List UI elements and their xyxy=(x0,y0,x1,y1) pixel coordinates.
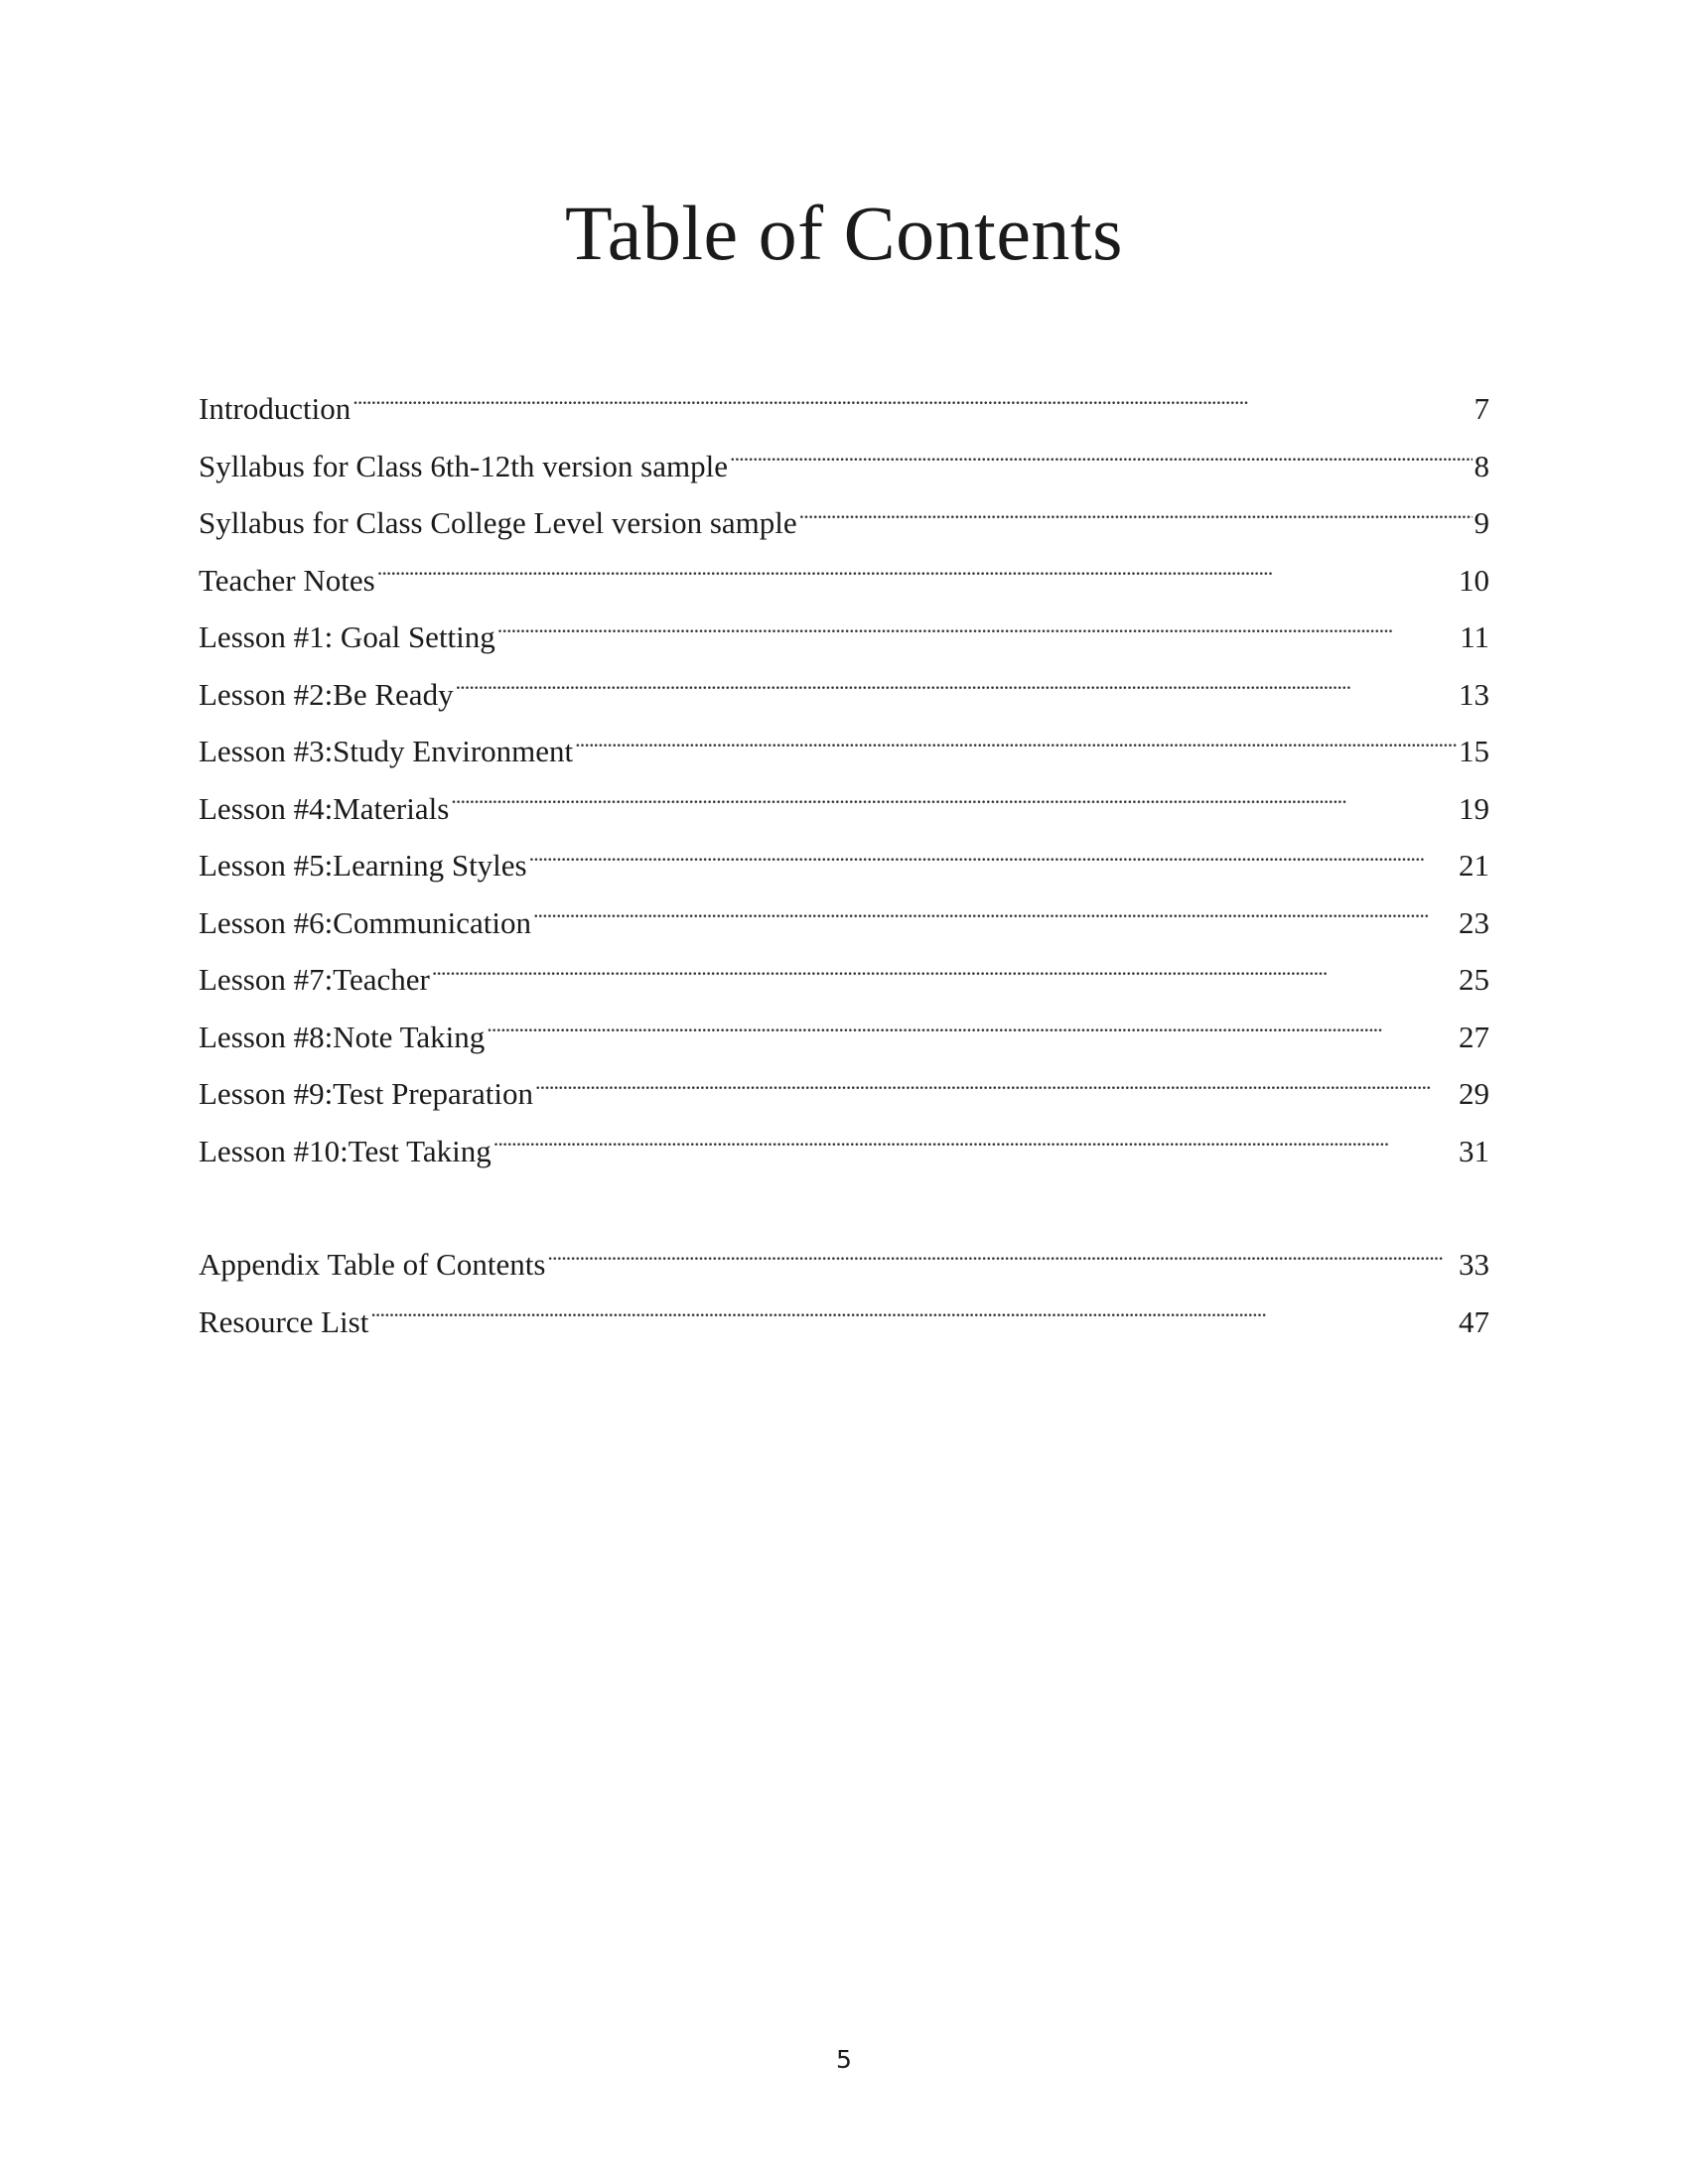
toc-entry[interactable] xyxy=(199,438,1489,495)
toc-entry-title: Syllabus for Class 6th-12th version sample xyxy=(199,448,728,483)
toc-entry[interactable] xyxy=(199,552,1489,610)
toc-dot-leader xyxy=(533,913,1457,933)
toc-entry-page: 7 xyxy=(1474,391,1489,426)
toc-entry[interactable] xyxy=(199,1065,1489,1123)
toc-entry-title: Lesson #4:Materials xyxy=(199,790,450,826)
toc-entry-title: Resource List xyxy=(199,1303,369,1339)
toc-appendix-group xyxy=(199,1236,1489,1350)
toc-entry-page: 11 xyxy=(1460,619,1489,654)
toc-entry[interactable] xyxy=(199,1123,1489,1180)
toc-entry[interactable] xyxy=(199,1009,1489,1066)
toc-entry-page: 19 xyxy=(1459,790,1489,826)
toc-entry-page: 33 xyxy=(1459,1247,1489,1282)
page-number: 5 xyxy=(836,2045,852,2074)
toc-dot-leader xyxy=(547,1255,1457,1275)
toc-entry-title: Introduction xyxy=(199,391,352,426)
toc-entry[interactable] xyxy=(199,837,1489,894)
toc-dot-leader xyxy=(487,1027,1457,1047)
toc-entry-title: Lesson #10:Test Taking xyxy=(199,1133,492,1168)
toc-dot-leader xyxy=(730,457,1473,477)
toc-entry-page: 15 xyxy=(1459,734,1489,768)
toc-entry-title: Lesson #8:Note Taking xyxy=(199,1019,486,1054)
toc-dot-leader xyxy=(493,1142,1457,1161)
toc-entry-title: Syllabus for Class College Level version sample xyxy=(199,505,797,540)
toc-dot-leader xyxy=(370,1312,1457,1332)
toc-entry-title: Lesson #9:Test Preparation xyxy=(199,1076,534,1111)
toc-dot-leader xyxy=(456,685,1457,705)
toc-entry-page: 27 xyxy=(1459,1019,1489,1054)
toc-entry-page: 47 xyxy=(1459,1303,1489,1339)
toc-entry[interactable] xyxy=(199,380,1489,438)
toc-dot-leader xyxy=(529,856,1457,876)
toc-main-group xyxy=(199,380,1489,1179)
toc-entry-title: Lesson #1: Goal Setting xyxy=(199,619,495,654)
toc-dot-leader xyxy=(535,1084,1457,1104)
toc-entry[interactable] xyxy=(199,1236,1489,1294)
toc-dot-leader xyxy=(575,742,1457,761)
toc-entry-page: 23 xyxy=(1459,904,1489,940)
toc-entry[interactable] xyxy=(199,1294,1489,1351)
table-of-contents xyxy=(199,380,1489,1350)
toc-entry-title: Lesson #3:Study Environment xyxy=(199,734,574,768)
toc-entry-page: 8 xyxy=(1474,448,1489,483)
toc-entry-title: Teacher Notes xyxy=(199,562,375,598)
toc-entry-title: Lesson #2:Be Ready xyxy=(199,676,454,712)
toc-entry-page: 21 xyxy=(1459,848,1489,883)
toc-entry-title: Lesson #5:Learning Styles xyxy=(199,848,527,883)
toc-entry-title: Lesson #6:Communication xyxy=(199,904,531,940)
toc-entry[interactable] xyxy=(199,666,1489,724)
toc-entry-title: Appendix Table of Contents xyxy=(199,1247,546,1282)
toc-entry-title: Lesson #7:Teacher xyxy=(199,962,430,997)
toc-entry[interactable] xyxy=(199,609,1489,666)
toc-dot-leader xyxy=(451,799,1457,819)
toc-entry-page: 25 xyxy=(1459,962,1489,997)
toc-entry[interactable] xyxy=(199,494,1489,552)
toc-dot-leader xyxy=(799,513,1473,533)
toc-entry-page: 10 xyxy=(1459,562,1489,598)
toc-entry-page: 13 xyxy=(1459,676,1489,712)
toc-entry[interactable] xyxy=(199,780,1489,838)
toc-entry[interactable] xyxy=(199,951,1489,1009)
toc-entry-page: 29 xyxy=(1459,1076,1489,1111)
toc-entry[interactable] xyxy=(199,894,1489,952)
toc-dot-leader xyxy=(432,970,1457,990)
toc-entry[interactable] xyxy=(199,723,1489,780)
toc-dot-leader xyxy=(497,627,1458,647)
page-title: Table of Contents xyxy=(565,190,1123,276)
toc-dot-leader xyxy=(352,399,1472,419)
toc-dot-leader xyxy=(377,571,1457,591)
toc-entry-page: 31 xyxy=(1459,1133,1489,1168)
toc-entry-page: 9 xyxy=(1474,505,1489,540)
